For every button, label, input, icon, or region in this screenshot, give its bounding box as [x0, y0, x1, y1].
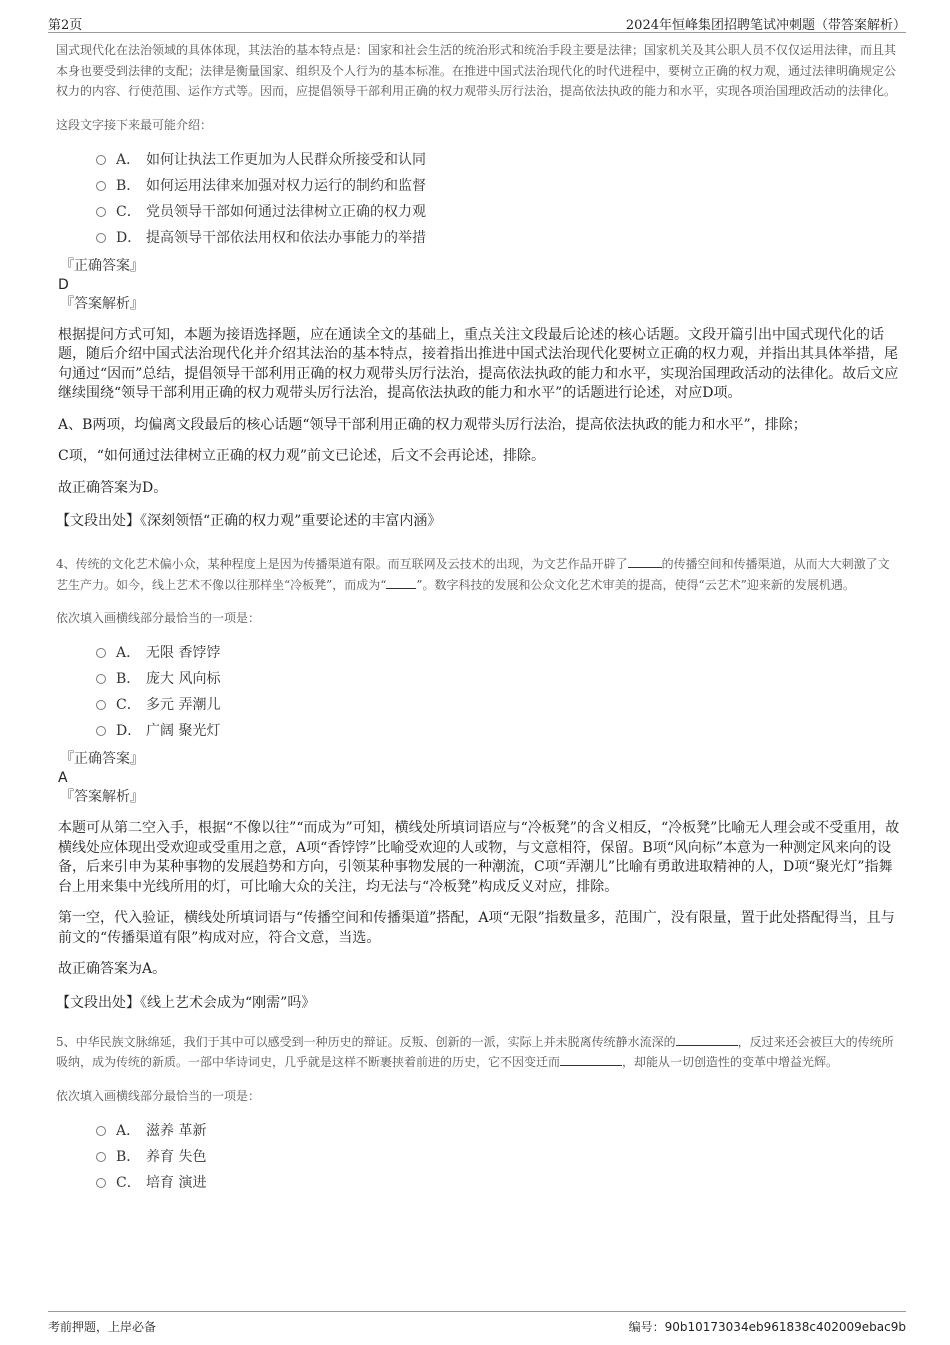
radio-icon[interactable]: [96, 1178, 106, 1188]
document-title: 2024年恒峰集团招聘笔试冲刺题（带答案解析）: [625, 18, 906, 33]
radio-icon[interactable]: [96, 648, 106, 658]
source-citation: 【文段出处】《线上艺术会成为“刚需”吗》: [56, 994, 316, 1011]
footer-slogan: 考前押题，上岸必备: [48, 1320, 157, 1334]
option-c[interactable]: [96, 692, 900, 718]
radio-icon[interactable]: [96, 155, 106, 165]
correct-answer-label: 『正确答案』: [60, 751, 144, 767]
analysis-paragraph: C项，“如何通过法律树立正确的权力观”前文已论述，后文不会再论述，排除。: [58, 448, 546, 464]
option-c[interactable]: [96, 199, 900, 225]
question-prompt: 依次填入画横线部分最恰当的一项是：: [56, 1088, 261, 1103]
question-passage: 国式现代化在法治领域的具体体现，其法治的基本特点是：国家和社会生活的统治形式和统治手段主要是法律；国家机关及其公职人员不仅仅运用法律，而且其本身也要受到法律的支配；法律是衡量国家、组织及个人行为的基本标准。在推进中国式法治现代化的时代进程中，要树立正确的权力观，通过法律明确规定公权力的内容、行使范围、运作方式等。因而，应提倡领导干部利用正确的权力观带头厉行法治，提高依法执政的能力和水平，实现各项治国理政活动的法律化。: [56, 43, 897, 98]
option-c[interactable]: [96, 1170, 900, 1196]
option-a[interactable]: [96, 1118, 900, 1144]
option-letter: A．: [116, 1122, 141, 1139]
option-text: 如何运用法律来加强对权力运行的制约和监督: [146, 177, 426, 194]
question-3: [56, 40, 900, 530]
passage-part: ，反过来还会被巨大的传统所吸纳，成为传统的新质。一部中华诗词史，几乎就是这样不断裹挟着前进的历史，它不因变迁而: [56, 1034, 894, 1069]
option-letter: B．: [116, 177, 141, 194]
option-letter: A．: [116, 645, 141, 661]
option-text: 培育 演进: [146, 1174, 207, 1191]
option-text: 无限 香饽饽: [146, 645, 221, 661]
page-header: [48, 10, 906, 33]
option-d[interactable]: [96, 225, 900, 251]
option-text: 庞大 风向标: [146, 671, 221, 687]
page-footer: [48, 1311, 906, 1336]
option-letter: C．: [116, 203, 141, 220]
option-letter: C．: [116, 697, 141, 713]
radio-icon[interactable]: [96, 700, 106, 710]
code-value: 90b10173034eb961838c402009ebac9b: [664, 1320, 906, 1334]
passage-part: 的传播空间和传播渠道，从而大大刺激了文艺生产力。如今，线上艺术不像以往那样坐“冷板凳”，而成为“: [56, 557, 890, 592]
option-list: [96, 147, 900, 251]
option-letter: A．: [116, 151, 141, 168]
option-text: 广阔 聚光灯: [146, 723, 221, 739]
radio-icon[interactable]: [96, 674, 106, 684]
radio-icon[interactable]: [96, 726, 106, 736]
option-list: [96, 640, 900, 744]
analysis-paragraph: 故正确答案为D。: [58, 479, 168, 496]
passage-part: ”。数字科技的发展和公众文化艺术审美的提高，使得“云艺术”迎来新的发展机遇。: [416, 577, 855, 592]
radio-icon[interactable]: [96, 233, 106, 243]
analysis-paragraph: 根据提问方式可知，本题为接语选择题，应在通读全文的基础上，重点关注文段最后论述的核心话题。文段开篇引出中国式现代化的话题，随后介绍中国式法治现代化并介绍其法治的基本特点，接着指出推进中国式法治现代化要树立正确的权力观，并指出其具体举措，尾句通过“因而”总结，提倡领导干部利用正确的权力观带头厉行法治，提高依法执政的能力和水平，实现治国理政活动的法律化。故后文应继续围绕“领导干部利用正确的权力观带头厉行法治，提高依法执政的能力和水平”的话题进行论述，对应D项。: [58, 326, 899, 401]
question-passage: [56, 554, 900, 595]
option-b[interactable]: [96, 666, 900, 692]
analysis-label: 『答案解析』: [60, 789, 144, 805]
radio-icon[interactable]: [96, 1126, 106, 1136]
option-letter: D．: [116, 229, 142, 246]
code-label: 编号：: [628, 1320, 665, 1334]
passage-part: 4、传统的文化艺术偏小众，某种程度上是因为传播渠道有限。而互联网及云技术的出现，为文艺作品开辟了: [56, 557, 628, 571]
page-content: [56, 40, 900, 1196]
analysis-paragraph: 本题可从第二空入手，根据“不像以往”“而成为”可知，横线处所填词语应与“冷板凳”的含义相反，“冷板凳”比喻无人理会或不受重用，故横线处应体现出受欢迎或受重用之意，A项“香饽饽”比喻受欢迎的人或物，与文意相符，保留。B项“风向标”本意为一种测定风来向的设备，后来引申为某种事物的发展趋势和方向，引领某种事物发展的一种潮流，C项“弄潮儿”比喻有勇敢进取精神的人，D项“聚光灯”指舞台上用来集中光线所用的灯，可比喻大众的关注，均无法与“冷板凳”构成反义对应，排除。: [58, 820, 900, 895]
option-letter: B．: [116, 1148, 141, 1165]
question-4: [56, 554, 900, 1012]
option-b[interactable]: [96, 1144, 900, 1170]
option-letter: C．: [116, 1174, 141, 1191]
option-letter: D．: [116, 723, 142, 739]
option-letter: B．: [116, 671, 141, 687]
analysis-label: 『答案解析』: [60, 295, 144, 312]
question-5: [56, 1032, 900, 1196]
analysis-paragraph: A、B两项，均偏离文段最后的核心话题“领导干部利用正确的权力观带头厉行法治，提高依法执政的能力和水平”，排除；: [58, 416, 807, 433]
option-list: [96, 1118, 900, 1196]
radio-icon[interactable]: [96, 181, 106, 191]
question-prompt: 这段文字接下来最可能介绍：: [56, 117, 213, 132]
option-text: 党员领导干部如何通过法律树立正确的权力观: [146, 203, 426, 220]
question-prompt: 依次填入画横线部分最恰当的一项是：: [56, 611, 261, 625]
option-d[interactable]: [96, 718, 900, 744]
radio-icon[interactable]: [96, 207, 106, 217]
analysis-text: [58, 326, 900, 499]
option-a[interactable]: [96, 640, 900, 666]
option-text: 养育 失色: [146, 1148, 207, 1165]
option-a[interactable]: [96, 147, 900, 173]
option-text: 滋养 革新: [146, 1122, 207, 1139]
passage-part: 5、中华民族文脉绵延，我们于其中可以感受到一种历史的辩证。反叛、创新的一派，实际上并未脱离传统静水流深的: [56, 1034, 676, 1049]
analysis-text: [58, 819, 900, 980]
blank-2: [386, 576, 416, 589]
blank-1: [628, 555, 662, 568]
correct-answer: A: [58, 770, 68, 786]
correct-answer-label: 『正确答案』: [60, 257, 144, 274]
option-b[interactable]: [96, 173, 900, 199]
analysis-paragraph: 故正确答案为A。: [58, 961, 167, 977]
document-code: [629, 1318, 906, 1335]
passage-part: ，却能从一切创造性的变革中增益光辉。: [622, 1055, 839, 1069]
option-text: 如何让执法工作更加为人民群众所接受和认同: [146, 151, 426, 168]
source-citation: 【文段出处】《深刻领悟“正确的权力观”重要论述的丰富内涵》: [56, 513, 442, 529]
option-text: 多元 弄潮儿: [146, 697, 221, 713]
analysis-paragraph: 第一空，代入验证，横线处所填词语与“传播空间和传播渠道”搭配，A项“无限”指数量多，范围广，没有限量，置于此处搭配得当，且与前文的“传播渠道有限”构成对应，符合文意，当选。: [58, 910, 895, 946]
page-number: 第2页: [48, 18, 83, 33]
option-text: 提高领导干部依法用权和依法办事能力的举措: [146, 229, 426, 246]
blank-1: [676, 1033, 738, 1046]
correct-answer: D: [58, 276, 69, 293]
question-passage: [56, 1032, 900, 1073]
blank-2: [560, 1053, 622, 1066]
radio-icon[interactable]: [96, 1152, 106, 1162]
